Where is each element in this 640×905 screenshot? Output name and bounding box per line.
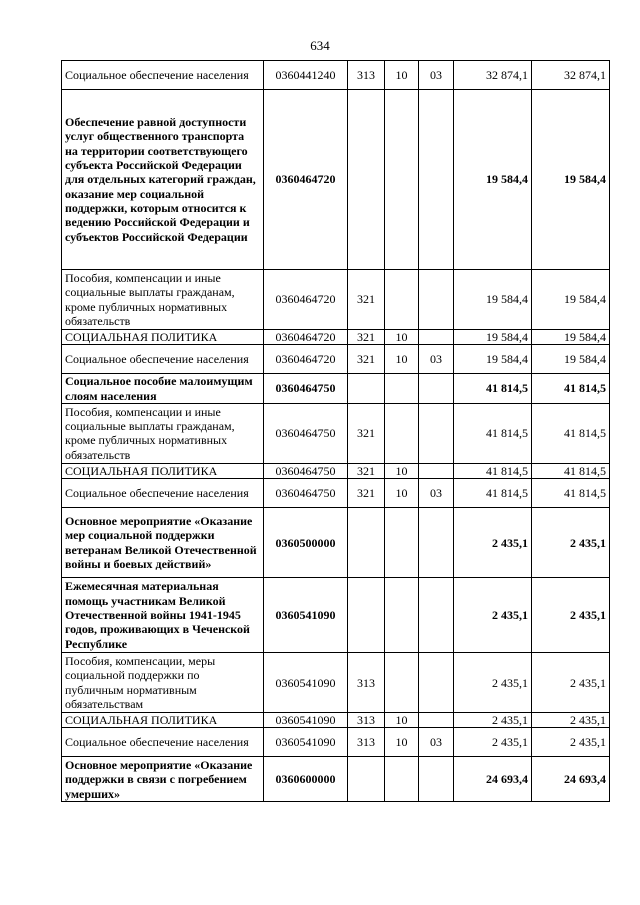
row-name-cell: СОЦИАЛЬНАЯ ПОЛИТИКА (62, 463, 264, 478)
row-vr-cell: 321 (348, 479, 385, 508)
row-sum-2-cell: 2 435,1 (532, 508, 610, 578)
row-sum-1-cell: 32 874,1 (454, 61, 532, 90)
row-rz-cell: 10 (385, 61, 419, 90)
row-rz-cell (385, 374, 419, 404)
table-row (62, 713, 610, 728)
row-pr-cell (419, 757, 454, 802)
row-name-cell: Основное мероприятие «Оказание поддержки в связи с погребением умерших» (62, 757, 264, 802)
table-row (62, 757, 610, 802)
row-sum-2-cell: 24 693,4 (532, 757, 610, 802)
row-pr-cell (419, 374, 454, 404)
row-vr-cell: 321 (348, 270, 385, 330)
row-sum-2-cell: 19 584,4 (532, 90, 610, 270)
row-csr-cell: 0360600000 (264, 757, 348, 802)
row-sum-2-cell: 2 435,1 (532, 713, 610, 728)
row-vr-cell (348, 508, 385, 578)
row-pr-cell (419, 90, 454, 270)
table-row (62, 90, 610, 270)
row-name-cell: Социальное обеспечение населения (62, 479, 264, 508)
row-rz-cell (385, 90, 419, 270)
row-pr-cell: 03 (419, 728, 454, 757)
row-csr-cell: 0360464750 (264, 403, 348, 463)
row-vr-cell (348, 374, 385, 404)
row-rz-cell (385, 757, 419, 802)
row-csr-cell: 0360464720 (264, 90, 348, 270)
row-name-cell: Основное мероприятие «Оказание мер социальной поддержки ветеранам Великой Отечественной войны и боевых действий» (62, 508, 264, 578)
row-rz-cell: 10 (385, 728, 419, 757)
row-vr-cell: 313 (348, 728, 385, 757)
row-name-cell: Пособия, компенсации и иные социальные выплаты гражданам, кроме публичных нормативных обязательств (62, 403, 264, 463)
row-name-cell: Социальное обеспечение населения (62, 61, 264, 90)
row-vr-cell (348, 90, 385, 270)
row-rz-cell (385, 403, 419, 463)
row-sum-1-cell: 2 435,1 (454, 713, 532, 728)
row-sum-1-cell: 41 814,5 (454, 479, 532, 508)
row-vr-cell: 321 (348, 463, 385, 478)
row-pr-cell (419, 463, 454, 478)
row-pr-cell (419, 403, 454, 463)
row-pr-cell: 03 (419, 61, 454, 90)
row-rz-cell (385, 508, 419, 578)
row-vr-cell: 313 (348, 713, 385, 728)
row-sum-1-cell: 41 814,5 (454, 463, 532, 478)
row-pr-cell: 03 (419, 345, 454, 374)
row-csr-cell: 0360464720 (264, 330, 348, 345)
row-sum-2-cell: 41 814,5 (532, 479, 610, 508)
row-csr-cell: 0360464750 (264, 479, 348, 508)
table-row (62, 728, 610, 757)
table-row (62, 270, 610, 330)
row-name-cell: СОЦИАЛЬНАЯ ПОЛИТИКА (62, 713, 264, 728)
row-sum-1-cell: 2 435,1 (454, 578, 532, 653)
row-sum-1-cell: 19 584,4 (454, 270, 532, 330)
table-row (62, 508, 610, 578)
row-csr-cell: 0360441240 (264, 61, 348, 90)
row-vr-cell (348, 757, 385, 802)
row-rz-cell (385, 270, 419, 330)
row-pr-cell (419, 578, 454, 653)
row-csr-cell: 0360464750 (264, 463, 348, 478)
row-name-cell: Ежемесячная материальная помощь участникам Великой Отечественной войны 1941-1945 годов, проживающих в Чеченской Республике (62, 578, 264, 653)
row-sum-2-cell: 2 435,1 (532, 653, 610, 713)
row-pr-cell (419, 653, 454, 713)
row-sum-2-cell: 2 435,1 (532, 728, 610, 757)
row-pr-cell (419, 330, 454, 345)
row-sum-2-cell: 41 814,5 (532, 463, 610, 478)
row-sum-1-cell: 19 584,4 (454, 90, 532, 270)
row-rz-cell (385, 653, 419, 713)
row-name-cell: СОЦИАЛЬНАЯ ПОЛИТИКА (62, 330, 264, 345)
row-sum-1-cell: 19 584,4 (454, 345, 532, 374)
table-row (62, 61, 610, 90)
row-sum-2-cell: 19 584,4 (532, 330, 610, 345)
row-vr-cell: 321 (348, 403, 385, 463)
row-vr-cell: 313 (348, 653, 385, 713)
row-name-cell: Социальное пособие малоимущим слоям населения (62, 374, 264, 404)
row-sum-2-cell: 19 584,4 (532, 345, 610, 374)
table-row (62, 374, 610, 404)
row-sum-1-cell: 24 693,4 (454, 757, 532, 802)
row-name-cell: Пособия, компенсации, меры социальной поддержки по публичным нормативным обязательствам (62, 653, 264, 713)
row-sum-2-cell: 41 814,5 (532, 403, 610, 463)
row-rz-cell: 10 (385, 330, 419, 345)
row-csr-cell: 0360541090 (264, 713, 348, 728)
row-sum-1-cell: 41 814,5 (454, 403, 532, 463)
row-sum-1-cell: 19 584,4 (454, 330, 532, 345)
row-csr-cell: 0360500000 (264, 508, 348, 578)
row-csr-cell: 0360464720 (264, 345, 348, 374)
row-vr-cell (348, 578, 385, 653)
row-rz-cell: 10 (385, 713, 419, 728)
row-pr-cell (419, 508, 454, 578)
row-pr-cell (419, 270, 454, 330)
row-csr-cell: 0360541090 (264, 653, 348, 713)
table-row (62, 330, 610, 345)
row-sum-2-cell: 41 814,5 (532, 374, 610, 404)
row-csr-cell: 0360464750 (264, 374, 348, 404)
row-pr-cell: 03 (419, 479, 454, 508)
table-row (62, 653, 610, 713)
page-number: 634 (310, 38, 330, 53)
row-sum-2-cell: 32 874,1 (532, 61, 610, 90)
row-csr-cell: 0360541090 (264, 728, 348, 757)
row-sum-1-cell: 2 435,1 (454, 728, 532, 757)
budget-table (61, 60, 610, 802)
table-row (62, 403, 610, 463)
row-sum-2-cell: 19 584,4 (532, 270, 610, 330)
row-csr-cell: 0360464720 (264, 270, 348, 330)
table-row (62, 578, 610, 653)
row-rz-cell: 10 (385, 479, 419, 508)
row-csr-cell: 0360541090 (264, 578, 348, 653)
table-row (62, 463, 610, 478)
row-vr-cell: 321 (348, 330, 385, 345)
row-name-cell: Социальное обеспечение населения (62, 345, 264, 374)
row-name-cell: Пособия, компенсации и иные социальные выплаты гражданам, кроме публичных нормативных обязательств (62, 270, 264, 330)
table-row (62, 479, 610, 508)
row-name-cell: Обеспечение равной доступности услуг общественного транспорта на территории соответствующего субъекта Российской Федерации для отдельных категорий граждан, оказание мер социальной поддержки, которым относится к ведению Российской Федерации и субъектов Российской Федерации (62, 90, 264, 270)
row-rz-cell (385, 578, 419, 653)
row-sum-1-cell: 2 435,1 (454, 508, 532, 578)
row-rz-cell: 10 (385, 463, 419, 478)
row-sum-1-cell: 2 435,1 (454, 653, 532, 713)
row-rz-cell: 10 (385, 345, 419, 374)
row-sum-1-cell: 41 814,5 (454, 374, 532, 404)
row-pr-cell (419, 713, 454, 728)
row-sum-2-cell: 2 435,1 (532, 578, 610, 653)
row-vr-cell: 321 (348, 345, 385, 374)
row-name-cell: Социальное обеспечение населения (62, 728, 264, 757)
table-row (62, 345, 610, 374)
row-vr-cell: 313 (348, 61, 385, 90)
